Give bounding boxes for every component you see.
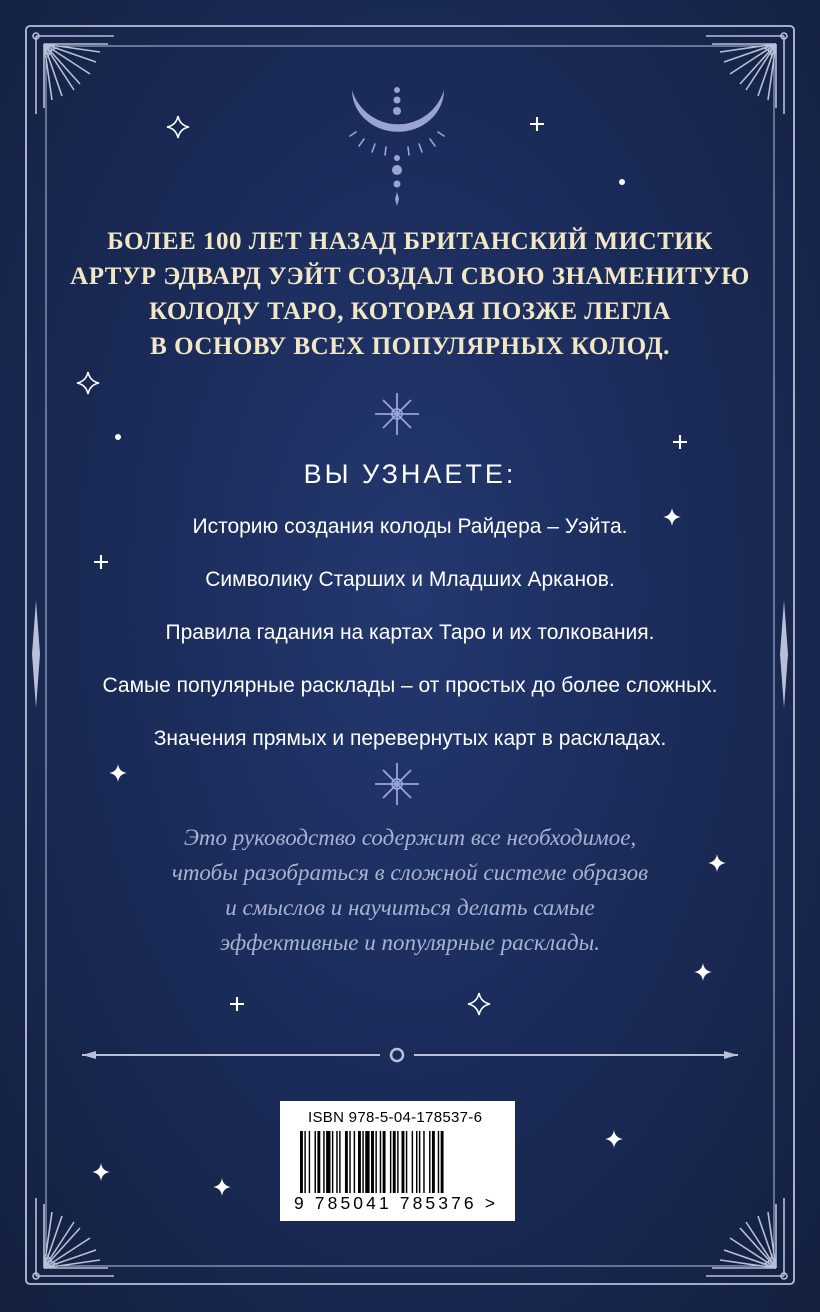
- learn-heading: ВЫ УЗНАЕТЕ:: [303, 459, 517, 489]
- barcode-stripe: [397, 1131, 398, 1193]
- barcode-stripe: [429, 1131, 430, 1193]
- blurb-line: эффективные и популярные расклады.: [220, 930, 600, 955]
- barcode-stripe: [371, 1131, 374, 1193]
- barcode-stripe: [317, 1131, 320, 1193]
- list-item: Символику Старших и Младших Арканов.: [205, 568, 615, 591]
- intro-line: В ОСНОВУ ВСЕХ ПОПУЛЯРНЫХ КОЛОД.: [150, 333, 670, 360]
- barcode-stripe: [423, 1131, 424, 1193]
- isbn-label: ISBN 978-5-04-178537-6: [308, 1109, 483, 1126]
- barcode-stripe: [390, 1131, 391, 1193]
- barcode-stripe: [336, 1131, 337, 1193]
- barcode-stripe: [441, 1131, 444, 1193]
- barcode-stripe: [349, 1131, 350, 1193]
- barcode-stripe: [402, 1131, 405, 1193]
- barcode-stripe: [412, 1131, 413, 1193]
- list-item: Самые популярные расклады – от простых до более сложных.: [102, 674, 718, 697]
- list-item: Правила гадания на картах Таро и их толкования.: [165, 621, 655, 644]
- learn-list: [40, 509, 780, 774]
- barcode-stripe: [419, 1131, 420, 1193]
- barcode-stripe: [332, 1131, 333, 1193]
- barcode-stripe: [323, 1131, 324, 1193]
- barcode-stripe: [432, 1131, 435, 1193]
- list-item: Историю создания колоды Райдера – Уэйта.: [192, 515, 628, 538]
- barcode-stripe: [358, 1131, 361, 1193]
- barcode-stripe: [354, 1131, 355, 1193]
- barcode-stripe: [304, 1131, 305, 1193]
- barcode-stripe: [380, 1131, 381, 1193]
- barcode-stripe: [406, 1131, 407, 1193]
- barcode-stripe: [309, 1131, 310, 1193]
- barcode-stripe: [393, 1131, 396, 1193]
- barcode-digits: 9 785041 785376 >: [294, 1193, 499, 1213]
- barcode-stripe: [339, 1131, 340, 1193]
- barcode-stripe: [315, 1131, 316, 1193]
- italic-blurb: [60, 820, 760, 960]
- blurb-line: Это руководство содержит все необходимое,: [183, 825, 637, 850]
- barcode-stripe: [326, 1131, 330, 1193]
- crescent-moon-icon: [350, 87, 444, 206]
- barcode-stripe: [438, 1131, 439, 1193]
- barcode-stripe: [365, 1131, 369, 1193]
- isbn-barcode: [280, 1101, 515, 1221]
- barcode-stripe: [383, 1131, 386, 1193]
- intro-line: КОЛОДУ ТАРО, КОТОРАЯ ПОЗЖЕ ЛЕГЛА: [149, 298, 671, 325]
- intro-line: АРТУР ЭДВАРД УЭЙТ СОЗДАЛ СВОЮ ЗНАМЕНИТУЮ: [70, 263, 750, 290]
- intro-heading: [60, 224, 760, 364]
- barcode-bars: [300, 1131, 495, 1193]
- barcode-stripe: [416, 1131, 417, 1193]
- intro-line: БОЛЕЕ 100 ЛЕТ НАЗАД БРИТАНСКИЙ МИСТИК: [107, 228, 713, 255]
- barcode-stripe: [300, 1131, 303, 1193]
- blurb-line: и смыслов и научиться делать самые: [225, 895, 595, 920]
- list-item: Значения прямых и перевернутых карт в раскладах.: [153, 727, 667, 750]
- barcode-stripe: [345, 1131, 348, 1193]
- barcode-stripe: [362, 1131, 363, 1193]
- divider-ornament: [82, 1049, 738, 1061]
- blurb-line: чтобы разобраться в сложной системе образов: [171, 860, 649, 885]
- barcode-stripe: [375, 1131, 376, 1193]
